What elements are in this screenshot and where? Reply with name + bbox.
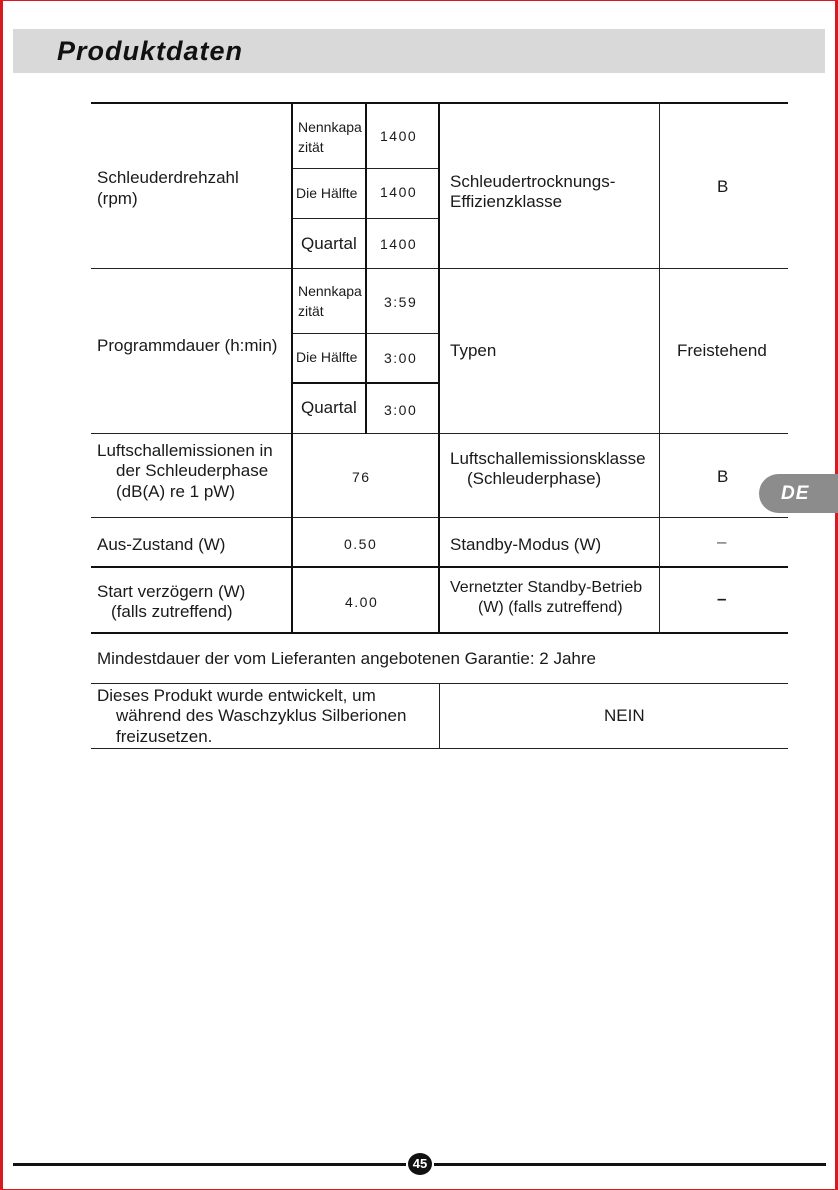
spin-drying-class-label: Effizienzklasse [450, 192, 563, 211]
page-number: 45 [408, 1153, 432, 1175]
silver-ions-label: Dieses Produkt wurde entwickelt, um [97, 686, 376, 705]
spin-speed-value: 1400 [380, 184, 418, 200]
spin-drying-class-value: B [717, 177, 729, 196]
networked-standby-label: (W) (falls zutreffend) [478, 599, 623, 616]
type-label: Typen [450, 341, 497, 360]
noise-label: Luftschallemissionen in [97, 441, 273, 460]
spin-speed-value: 1400 [380, 128, 418, 144]
noise-value: 76 [352, 469, 371, 485]
warranty-text: Mindestdauer der vom Lieferanten angebotenen Garantie: 2 Jahre [97, 649, 596, 668]
table-line [659, 102, 660, 633]
noise-class-label: Luftschallemissionsklasse [450, 449, 646, 468]
spin-speed-unit: (rpm) [97, 189, 138, 208]
load-label-rated: zität [298, 303, 324, 319]
load-label-half: Die Hälfte [296, 349, 358, 365]
load-label-rated: zität [298, 139, 324, 155]
delay-start-label: (falls zutreffend) [111, 602, 233, 621]
off-mode-label: Aus-Zustand (W) [97, 535, 226, 554]
networked-standby-label: Vernetzter Standby-Betrieb [450, 579, 643, 596]
delay-start-label: Start verzögern (W) [97, 582, 246, 601]
silver-ions-value: NEIN [604, 706, 645, 725]
spin-drying-class-label: Schleudertrocknungs- [450, 172, 616, 191]
page-title: Produktdaten [57, 36, 244, 66]
networked-standby-value: – [717, 589, 727, 608]
noise-class-value: B [717, 467, 729, 486]
noise-label: der Schleuderphase [116, 461, 269, 480]
footer-rule [434, 1163, 826, 1166]
program-duration-value: 3:00 [384, 402, 418, 418]
delay-start-value: 4.00 [345, 594, 379, 610]
load-label-half: Die Hälfte [296, 185, 358, 201]
language-tab-de: DE [759, 474, 838, 513]
table-line [291, 102, 293, 633]
type-value: Freistehend [677, 341, 767, 360]
table-line [365, 102, 367, 434]
spin-speed-label: Schleuderdrehzahl [97, 168, 239, 187]
silver-ions-label: während des Waschzyklus Silberionen [116, 706, 407, 725]
program-duration-value: 3:00 [384, 350, 418, 366]
load-label-rated: Nennkapa [298, 119, 362, 135]
off-mode-value: 0.50 [344, 536, 378, 552]
noise-class-label: (Schleuderphase) [467, 469, 602, 488]
program-duration-value: 3:59 [384, 294, 418, 310]
spin-speed-value: 1400 [380, 236, 418, 252]
noise-label: (dB(A) re 1 pW) [116, 482, 236, 501]
load-label-rated: Nennkapa [298, 283, 362, 299]
footer-rule [13, 1163, 406, 1166]
program-duration-label: Programmdauer (h:min) [97, 336, 278, 355]
table-line [439, 683, 440, 749]
load-label-quarter: Quartal [301, 234, 357, 253]
standby-mode-label: Standby-Modus (W) [450, 535, 602, 554]
table-line [438, 102, 440, 633]
standby-mode-value: – [717, 532, 727, 551]
load-label-quarter: Quartal [301, 398, 357, 417]
silver-ions-label: freizusetzen. [116, 727, 213, 746]
